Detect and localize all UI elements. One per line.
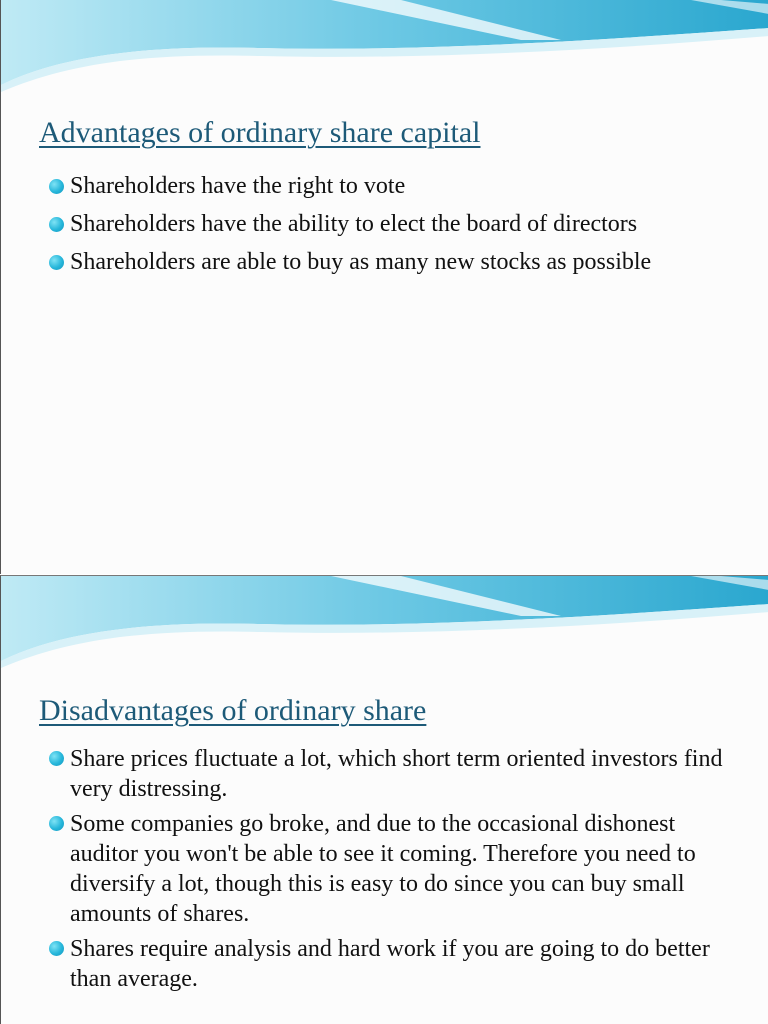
bullet-dot-icon (49, 217, 64, 232)
slide-disadvantages (0, 575, 768, 1024)
bullet-text: Share prices fluctuate a lot, which short term oriented investors find very distressing. (70, 746, 723, 802)
header-wave-decoration (1, 576, 768, 671)
bullet-dot-icon (49, 255, 64, 270)
list-item (49, 934, 728, 994)
list-item (49, 208, 728, 241)
list-item (49, 744, 728, 804)
header-wave-decoration (1, 0, 768, 95)
list-item (49, 809, 728, 929)
bullet-text: Shareholders have the ability to elect the board of directors (70, 211, 638, 237)
bullet-text: Shares require analysis and hard work if you are going to do better than average. (70, 936, 710, 992)
bullet-text: Some companies go broke, and due to the occasional dishonest auditor you won't be able to see it coming. Therefore you need to diversify a lot, though this is easy to do since you can buy small amounts of shares. (70, 811, 696, 927)
bullet-dot-icon (49, 941, 64, 956)
list-item (49, 170, 728, 203)
advantages-list (49, 170, 728, 284)
bullet-dot-icon (49, 816, 64, 831)
disadvantages-list (49, 744, 728, 999)
list-item (49, 246, 728, 279)
bullet-dot-icon (49, 751, 64, 766)
bullet-dot-icon (49, 179, 64, 194)
bullet-text: Shareholders are able to buy as many new stocks as possible (70, 249, 652, 275)
bullet-text: Shareholders have the right to vote (70, 173, 406, 199)
slide-title-advantages: Advantages of ordinary share capital (39, 116, 481, 149)
slide-title-disadvantages: Disadvantages of ordinary share (39, 694, 427, 727)
